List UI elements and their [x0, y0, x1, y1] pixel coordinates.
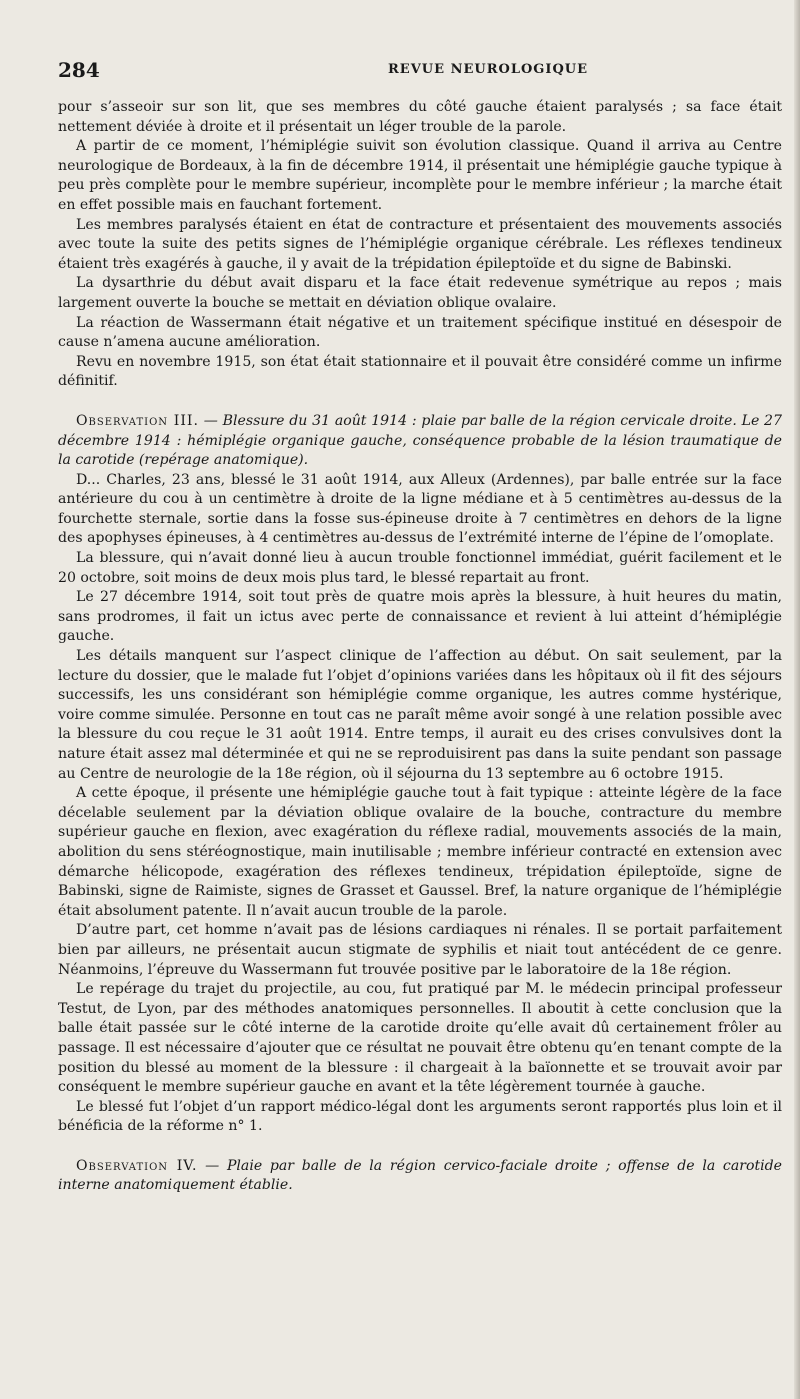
- paragraph: A cette époque, il présente une hémiplégie gauche tout à fait typique : atteinte légère de la face décelable seulement par la déviation oblique ovalaire de la bouche, contracture du membre supérieur gauche en flexion, avec exagération du réflexe radial, mouvements associés de la main, abolition du sens stéréognostique, main inutilisable ; membre inférieur contracté en extension avec démarche hélicopode, exagération des réflexes tendineux, trépidation épileptoïde, signe de Babinski, signe de Raimiste, signes de Grasset et Gaussel. Bref, la nature organique de l’hémiplégie était absolument patente. Il n’avait aucun trouble de la parole.: [58, 785, 782, 919]
- paragraph: Le blessé fut l’objet d’un rapport médico-légal dont les arguments seront rapportés plus loin et il bénéficia de la réforme n° 1.: [58, 1098, 782, 1135]
- paragraph: pour s’asseoir sur son lit, que ses membres du côté gauche étaient paralysés ; sa face était nettement déviée à droite et il présentait un léger trouble de la parole.: [58, 99, 782, 135]
- paragraph: D’autre part, cet homme n’avait pas de lésions cardiaques ni rénales. Il se portait parfaitement bien par ailleurs, ne présentait aucun stigmate de syphilis et niait tout antécédent de ce genre. Néanmoins, l’épreuve du Wassermann fut trouvée positive par le laboratoire de la 18e région.: [58, 922, 782, 978]
- paragraph: La blessure, qui n’avait donné lieu à aucun trouble fonctionnel immédiat, guérit facilement et le 20 octobre, soit moins de deux mois plus tard, le blessé repartait au front.: [58, 550, 782, 586]
- paragraph: Revu en novembre 1915, son état était stationnaire et il pouvait être considéré comme un infirme définitif.: [58, 353, 782, 390]
- paragraph: A partir de ce moment, l’hémiplégie suivit son évolution classique. Quand il arriva au Centre neurologique de Bordeaux, à la fin de décembre 1914, il présentait une hémiplégie gauche typique à peu près complète pour le membre supérieur, incomplète pour le membre inférieur ; la marche était en effet possible mais en fauchant fortement.: [58, 138, 782, 213]
- observation-heading: [58, 412, 782, 471]
- observation-title: — Plaie par balle de la région cervico-faciale droite ; offense de la carotide interne anatomiquement établie.: [58, 1157, 782, 1194]
- paragraph: Le repérage du trajet du projectile, au cou, fut pratiqué par M. le médecin principal professeur Testut, de Lyon, par des méthodes anatomiques personnelles. Il aboutit à cette conclusion que la balle était passée sur le côté interne de la carotide droite qu’elle avait dû certainement frôler au passage. Il est nécessaire d’ajouter que ce résultat ne pouvait être obtenu qu’en tenant compte de la position du blessé au moment de la blessure : il chargeait à la baïonnette et se trouvait avoir par conséquent le membre supérieur gauche en avant et la tête légèrement tournée à gauche.: [58, 981, 782, 1096]
- running-title: REVUE NEUROLOGIQUE: [388, 62, 589, 77]
- page-body: [58, 98, 782, 1196]
- observation-heading: [58, 1157, 782, 1196]
- paragraph: Les détails manquent sur l’aspect clinique de l’affection au début. On sait seulement, par la lecture du dossier, que le malade fut l’objet d’opinions variées dans les hôpitaux où il fit des séjours successifs, les uns considérant son hémiplégie comme organique, les autres comme hystérique, voire comme simulée. Personne en tout cas ne paraît même avoir songé à une relation possible avec la blessure du cou reçue le 31 août 1914. Entre temps, il aurait eu des crises convulsives dont la nature était assez mal déterminée et qui ne se reproduisirent pas dans la suite pendant son passage au Centre de neurologie de la 18e région, où il séjourna du 13 septembre au 6 octobre 1915.: [58, 648, 782, 782]
- paragraph: La réaction de Wassermann était négative et un traitement spécifique institué en désespoir de cause n’amena aucune amélioration.: [58, 314, 782, 351]
- observation-title: — Blessure du 31 août 1914 : plaie par balle de la région cervicale droite. Le 27 décembre 1914 : hémiplégie organique gauche, conséquence probable de la lésion traumatique de la carotide (repérage anatomique).: [58, 412, 782, 469]
- paragraph: D... Charles, 23 ans, blessé le 31 août 1914, aux Alleux (Ardennes), par balle entrée sur la face antérieure du cou à un centimètre à droite de la ligne médiane et à 5 centimètres au-dessus de la fourchette sternale, sortie dans la fosse sus-épineuse droite à 7 centimètres en dehors de la ligne des apophyses épineuses, à 4 centimètres au-dessus de l’extrémité interne de l’épine de l’omoplate.: [58, 471, 782, 547]
- observation-4: [58, 1157, 782, 1196]
- observation-3: [58, 412, 782, 1137]
- paragraph: Le 27 décembre 1914, soit tout près de quatre mois après la blessure, à huit heures du matin, sans prodromes, il fait un ictus avec perte de connaissance et revient à lui atteint d’hémiplégie gauche.: [58, 589, 782, 645]
- paragraph: Les membres paralysés étaient en état de contracture et présentaient des mouvements associés avec toute la suite des petits signes de l’hémiplégie organique cérébrale. Les réflexes tendineux étaient très exagérés à gauche, il y avait de la trépidation épileptoïde et du signe de Babinski.: [58, 216, 782, 272]
- page-number: 284: [58, 58, 100, 82]
- paragraph: La dysarthrie du début avait disparu et la face était redevenue symétrique au repos ; mais largement ouverte la bouche se mettait en déviation oblique ovalaire.: [58, 275, 782, 311]
- page-gutter-shadow: [794, 0, 800, 1399]
- page-header: [58, 58, 782, 84]
- observation-label: Observation III.: [76, 412, 199, 429]
- observation-label: Observation IV.: [76, 1157, 198, 1174]
